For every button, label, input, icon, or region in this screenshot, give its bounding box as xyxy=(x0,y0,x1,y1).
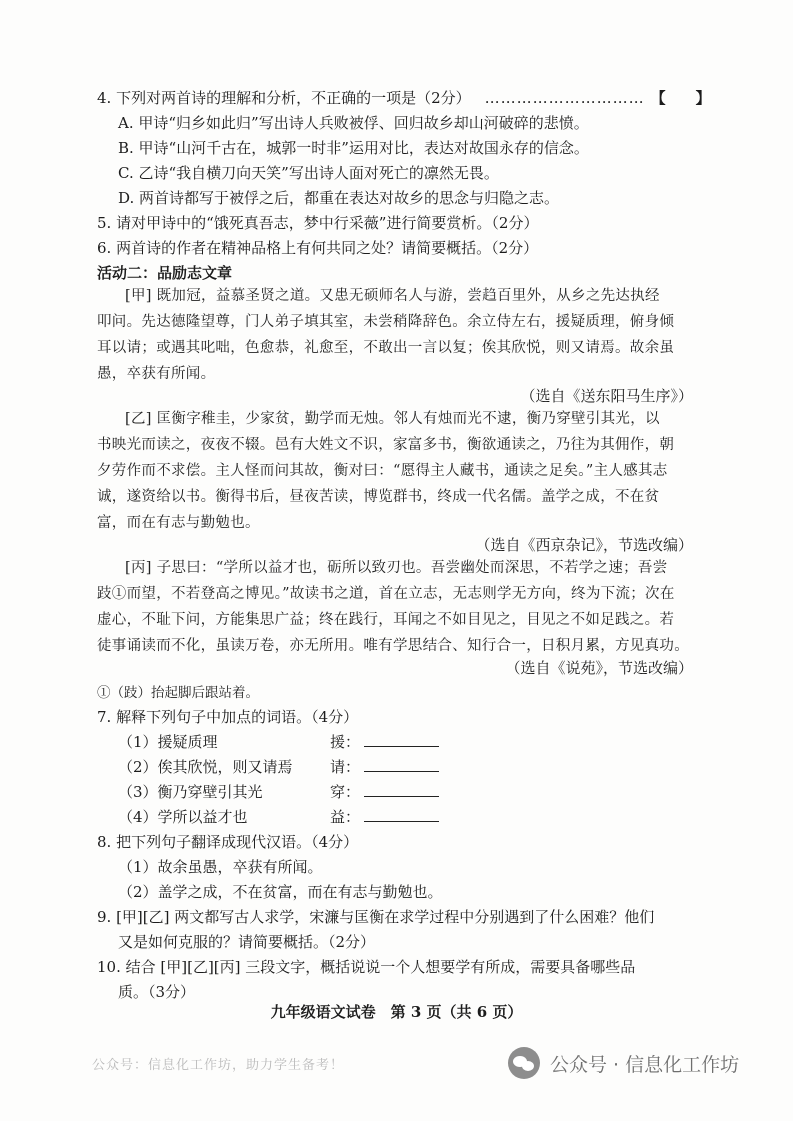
passage-yi xyxy=(97,406,697,536)
q4-option-b: B. 甲诗“山河千古在，城郭一时非”运用对比，表达对故国永存的信念。 xyxy=(118,139,589,157)
answer-blank[interactable] xyxy=(364,807,439,822)
passage-yi-line: 富，而在有志与勤勉也。 xyxy=(97,515,260,531)
wechat-icon xyxy=(508,1047,540,1079)
q7-answer-3[interactable]: 穿： xyxy=(330,782,439,802)
passage-bing xyxy=(97,555,697,659)
wechat-account-name: 公众号 · 信息化工作坊 xyxy=(550,1053,740,1076)
q7-item-1: （1）援疑质理 xyxy=(118,733,218,751)
passage-yi-line: 夕劳作而不求偿。主人怪而问其故，衡对曰：“愿得主人藏书，通读之足矣。”主人感其志 xyxy=(97,463,668,479)
passage-yi-line: 书映光而读之，夜夜不辍。邑有大姓文不识，家富多书，衡欲通读之，乃往为其佣作，朝 xyxy=(97,437,675,453)
passage-bing-line: 虚心，不耻下问，方能集思广益；终在践行，耳闻之不如目见之，目见之不如足践之。若 xyxy=(97,612,675,628)
answer-blank[interactable] xyxy=(364,757,439,772)
q4-option-d: D. 两首诗都写于被俘之后，都重在表达对故乡的思念与归隐之志。 xyxy=(118,189,560,207)
q9-line-1: 9. [甲][乙] 两文都写古人求学，宋濂与匡衡在求学过程中分别遇到了什么困难？他们 xyxy=(97,908,655,926)
q7-item-4: （4）学所以益才也 xyxy=(118,808,248,826)
q8-item-1: （1）故余虽愚，卒获有所闻。 xyxy=(118,858,323,876)
q8-item-2: （2）盖学之成，不在贫富，而在有志与勤勉也。 xyxy=(118,883,443,901)
q4-stem: 4. 下列对两首诗的理解和分析，不正确的一项是（2分） ………………………… 【 】 xyxy=(97,89,711,107)
q4-option-c: C. 乙诗“我自横刀向天笑”写出诗人面对死亡的凛然无畏。 xyxy=(118,164,499,182)
passage-jia-line: 愚，卒获有所闻。 xyxy=(97,366,216,382)
q4-option-a: A. 甲诗“归乡如此归”写出诗人兵败被俘、回归故乡却山河破碎的悲愤。 xyxy=(118,114,589,132)
answer-blank[interactable] xyxy=(364,782,439,797)
q7-answer-1[interactable]: 援： xyxy=(330,732,439,752)
activity-heading: 活动二：品励志文章 xyxy=(97,264,233,282)
page-footer: 九年级语文试卷 第 3 页（共 6 页） xyxy=(270,1003,523,1021)
q7-answer-4[interactable]: 益： xyxy=(330,807,439,827)
answer-blank[interactable] xyxy=(364,732,439,747)
watermark-text: 公众号：信息化工作坊，助力学生备考！ xyxy=(92,1058,345,1073)
q7-answer-2[interactable]: 请： xyxy=(330,757,439,777)
q5-stem: 5. 请对甲诗中的“饿死真吾志，梦中行采薇”进行简要赏析。（2分） xyxy=(97,214,539,232)
q9-line-2: 又是如何克服的？请简要概括。（2分） xyxy=(118,933,376,951)
q6-stem: 6. 两首诗的作者在精神品格上有何共同之处？请简要概括。（2分） xyxy=(97,239,539,257)
q10-line-2: 质。（3分） xyxy=(118,983,196,1001)
passage-jia-line: 叩问。先达德隆望尊，门人弟子填其室，未尝稍降辞色。余立侍左右，援疑质理，俯身倾 xyxy=(97,314,675,330)
passage-yi-line: [乙] 匡衡字稚圭，少家贫，勤学而无烛。邻人有烛而光不逮，衡乃穿壁引其光，以 xyxy=(125,411,660,427)
q7-item-3: （3）衡乃穿壁引其光 xyxy=(118,783,263,801)
passage-bing-line: 跂①而望，不若登高之博见。”故读书之道，首在立志，无志则学无方向，终为下流；次在 xyxy=(97,586,675,602)
q7-stem: 7. 解释下列句子中加点的词语。（4分） xyxy=(97,708,359,726)
passage-bing-source: （选自《说苑》，节选改编） xyxy=(505,659,693,677)
passage-bing-line: [丙] 子思曰：“学所以益才也，砺所以致刃也。吾尝幽处而深思，不若学之速；吾尝 xyxy=(125,560,668,576)
passage-jia-line: [甲] 既加冠，益慕圣贤之道。又患无硕师名人与游，尝趋百里外，从乡之先达执经 xyxy=(125,288,660,304)
wechat-account-badge[interactable] xyxy=(508,1046,739,1080)
passage-jia xyxy=(97,283,697,387)
footnote: ①（跂）抬起脚后跟站着。 xyxy=(97,685,259,701)
passage-jia-line: 耳以请；或遇其叱咄，色愈恭，礼愈至，不敢出一言以复；俟其欣悦，则又请焉。故余虽 xyxy=(97,340,675,356)
q10-line-1: 10. 结合 [甲][乙][丙] 三段文字，概括说说一个人想要学有所成，需要具备哪些品 xyxy=(97,958,636,976)
passage-yi-source: （选自《西京杂记》，节选改编） xyxy=(475,536,693,554)
q7-item-2: （2）俟其欣悦，则又请焉 xyxy=(118,758,293,776)
passage-jia-source: （选自《送东阳马生序》） xyxy=(520,387,693,405)
passage-bing-line: 徒事诵读而不化，虽读万卷，亦无所用。唯有学思结合、知行合一，日积月累，方见真功。 xyxy=(97,638,689,654)
passage-yi-line: 诚，遂资给以书。衡得书后，昼夜苦读，博览群书，终成一代名儒。盖学之成，不在贫 xyxy=(97,489,660,505)
q8-stem: 8. 把下列句子翻译成现代汉语。（4分） xyxy=(97,833,359,851)
